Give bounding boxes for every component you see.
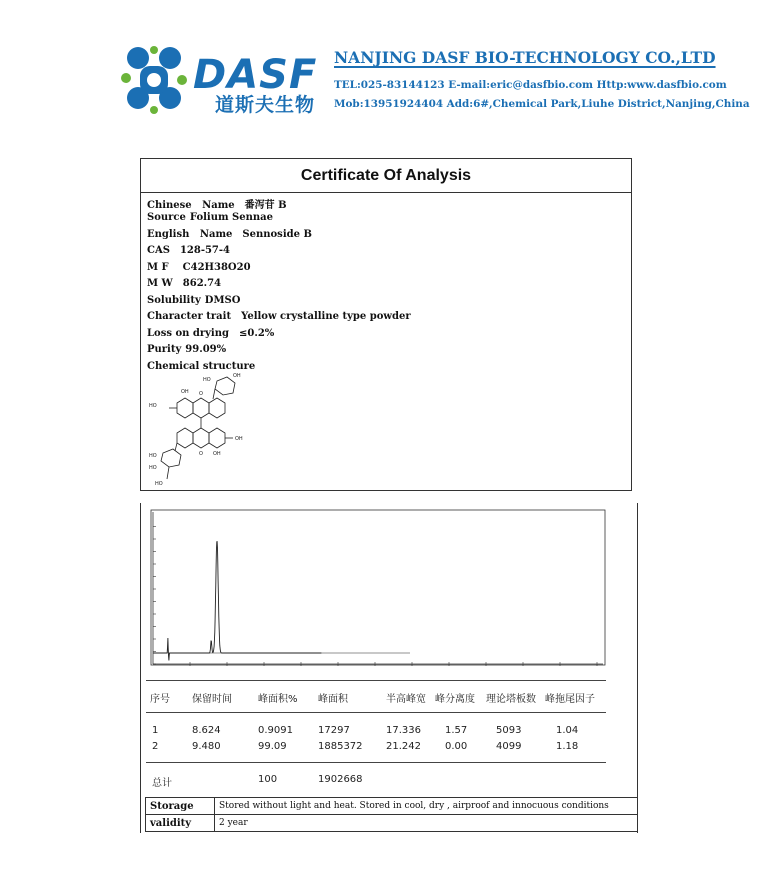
field-purity xyxy=(147,344,226,355)
cell-index: 1 xyxy=(152,725,159,736)
table-rule-body xyxy=(146,762,606,763)
structure-label: O xyxy=(199,451,203,457)
chromatogram-chart xyxy=(145,508,607,670)
contact-line-2: Mob:13951924404 Add:6#,Chemical Park,Liuhe District,Nanjing,China xyxy=(334,98,750,110)
col-header-half-width: 半高峰宽 xyxy=(386,694,426,705)
structure-label: HO xyxy=(155,481,163,487)
cell-half-width: 17.336 xyxy=(386,725,421,736)
company-name: NANJING DASF BIO-TECHNOLOGY CO.,LTD xyxy=(334,48,716,67)
y-ticks xyxy=(153,527,156,665)
field-chemical-structure xyxy=(147,361,255,372)
field-value: 99.09% xyxy=(185,344,227,355)
field-chinese-name xyxy=(147,196,287,211)
structure-label: HO xyxy=(203,377,211,383)
field-solubility xyxy=(147,295,240,306)
certificate-box xyxy=(140,158,632,491)
brand-name-chinese: 道斯夫生物 xyxy=(215,94,316,116)
structure-label: OH xyxy=(213,451,221,457)
field-label: CAS xyxy=(147,245,170,256)
field-value: 862.74 xyxy=(182,278,222,289)
field-label: Purity xyxy=(147,344,182,355)
field-mw xyxy=(147,278,221,289)
field-label: English Name xyxy=(147,229,233,240)
storage-row xyxy=(146,798,638,815)
total-label: 总计 xyxy=(152,778,172,789)
field-value: 128-57-4 xyxy=(179,245,231,256)
cell-tailing: 1.18 xyxy=(556,741,579,752)
field-value: C42H38O20 xyxy=(182,262,251,273)
field-value: Folium Sennae xyxy=(189,212,274,223)
structure-label: OH xyxy=(235,436,243,442)
field-source xyxy=(147,212,273,223)
cell-resolution: 0.00 xyxy=(445,741,468,752)
field-value: Sennoside B xyxy=(242,229,312,240)
cell-area: 17297 xyxy=(318,725,350,736)
col-header-area: 峰面积 xyxy=(318,694,348,705)
field-label: Character trait xyxy=(147,311,232,322)
structure-label: HO xyxy=(149,403,157,409)
field-character-trait xyxy=(147,311,411,322)
cell-index: 2 xyxy=(152,741,159,752)
cell-resolution: 1.57 xyxy=(445,725,468,736)
field-label: Chemical structure xyxy=(147,361,256,372)
col-header-plates: 理论塔板数 xyxy=(486,694,536,705)
col-header-tailing: 峰拖尾因子 xyxy=(545,694,595,705)
field-label: Loss on drying xyxy=(147,328,229,339)
col-header-retention: 保留时间 xyxy=(192,694,232,705)
col-header-area-pct: 峰面积% xyxy=(258,694,298,705)
brand-name: DASF xyxy=(193,52,318,98)
col-header-index: 序号 xyxy=(150,694,170,705)
total-area-pct: 100 xyxy=(258,774,278,785)
storage-table xyxy=(145,797,638,832)
structure-label: O xyxy=(199,391,203,397)
cell-plates: 5093 xyxy=(496,725,522,736)
structure-label: OH xyxy=(181,389,189,395)
chromatogram-trace xyxy=(153,541,321,660)
field-value: DMSO xyxy=(204,295,241,306)
field-value: 番泻苷 B xyxy=(244,200,287,211)
field-english-name xyxy=(147,229,312,240)
cell-plates: 4099 xyxy=(496,741,522,752)
field-label: M F xyxy=(147,262,169,273)
structure-label: HO xyxy=(149,453,157,459)
cell-tailing: 1.04 xyxy=(556,725,579,736)
validity-value: 2 year xyxy=(215,815,638,832)
cell-area-pct: 0.9091 xyxy=(258,725,293,736)
validity-row xyxy=(146,815,638,832)
field-loss-on-drying xyxy=(147,328,274,339)
total-area: 1902668 xyxy=(318,774,363,785)
plot-frame xyxy=(151,510,605,665)
field-cas xyxy=(147,245,230,256)
cell-retention: 8.624 xyxy=(192,725,221,736)
field-label: Chinese Name xyxy=(147,200,235,211)
table-rule-header xyxy=(146,712,606,713)
field-label: Source xyxy=(147,212,186,223)
certificate-title: Certificate Of Analysis xyxy=(141,159,631,193)
field-mf xyxy=(147,262,251,273)
field-label: M W xyxy=(147,278,173,289)
chemical-structure-diagram xyxy=(147,373,257,491)
storage-label: Storage xyxy=(146,798,215,815)
field-value: Yellow crystalline type powder xyxy=(241,311,411,322)
field-label: Solubility xyxy=(147,295,201,306)
structure-label: OH xyxy=(233,373,241,379)
field-value: ≤0.2% xyxy=(239,328,275,339)
table-rule-top xyxy=(146,680,606,681)
cell-half-width: 21.242 xyxy=(386,741,421,752)
cell-area: 1885372 xyxy=(318,741,363,752)
col-header-resolution: 峰分离度 xyxy=(435,694,475,705)
structure-label: HO xyxy=(149,465,157,471)
validity-label: validity xyxy=(146,815,215,832)
storage-value: Stored without light and heat. Stored in cool, dry , airproof and innocuous conditions xyxy=(215,798,638,815)
cell-area-pct: 99.09 xyxy=(258,741,287,752)
cell-retention: 9.480 xyxy=(192,741,221,752)
contact-line-1: TEL:025-83144123 E-mail:eric@dasfbio.com Http:www.dasfbio.com xyxy=(334,79,727,91)
dasf-logo-icon xyxy=(118,44,190,116)
